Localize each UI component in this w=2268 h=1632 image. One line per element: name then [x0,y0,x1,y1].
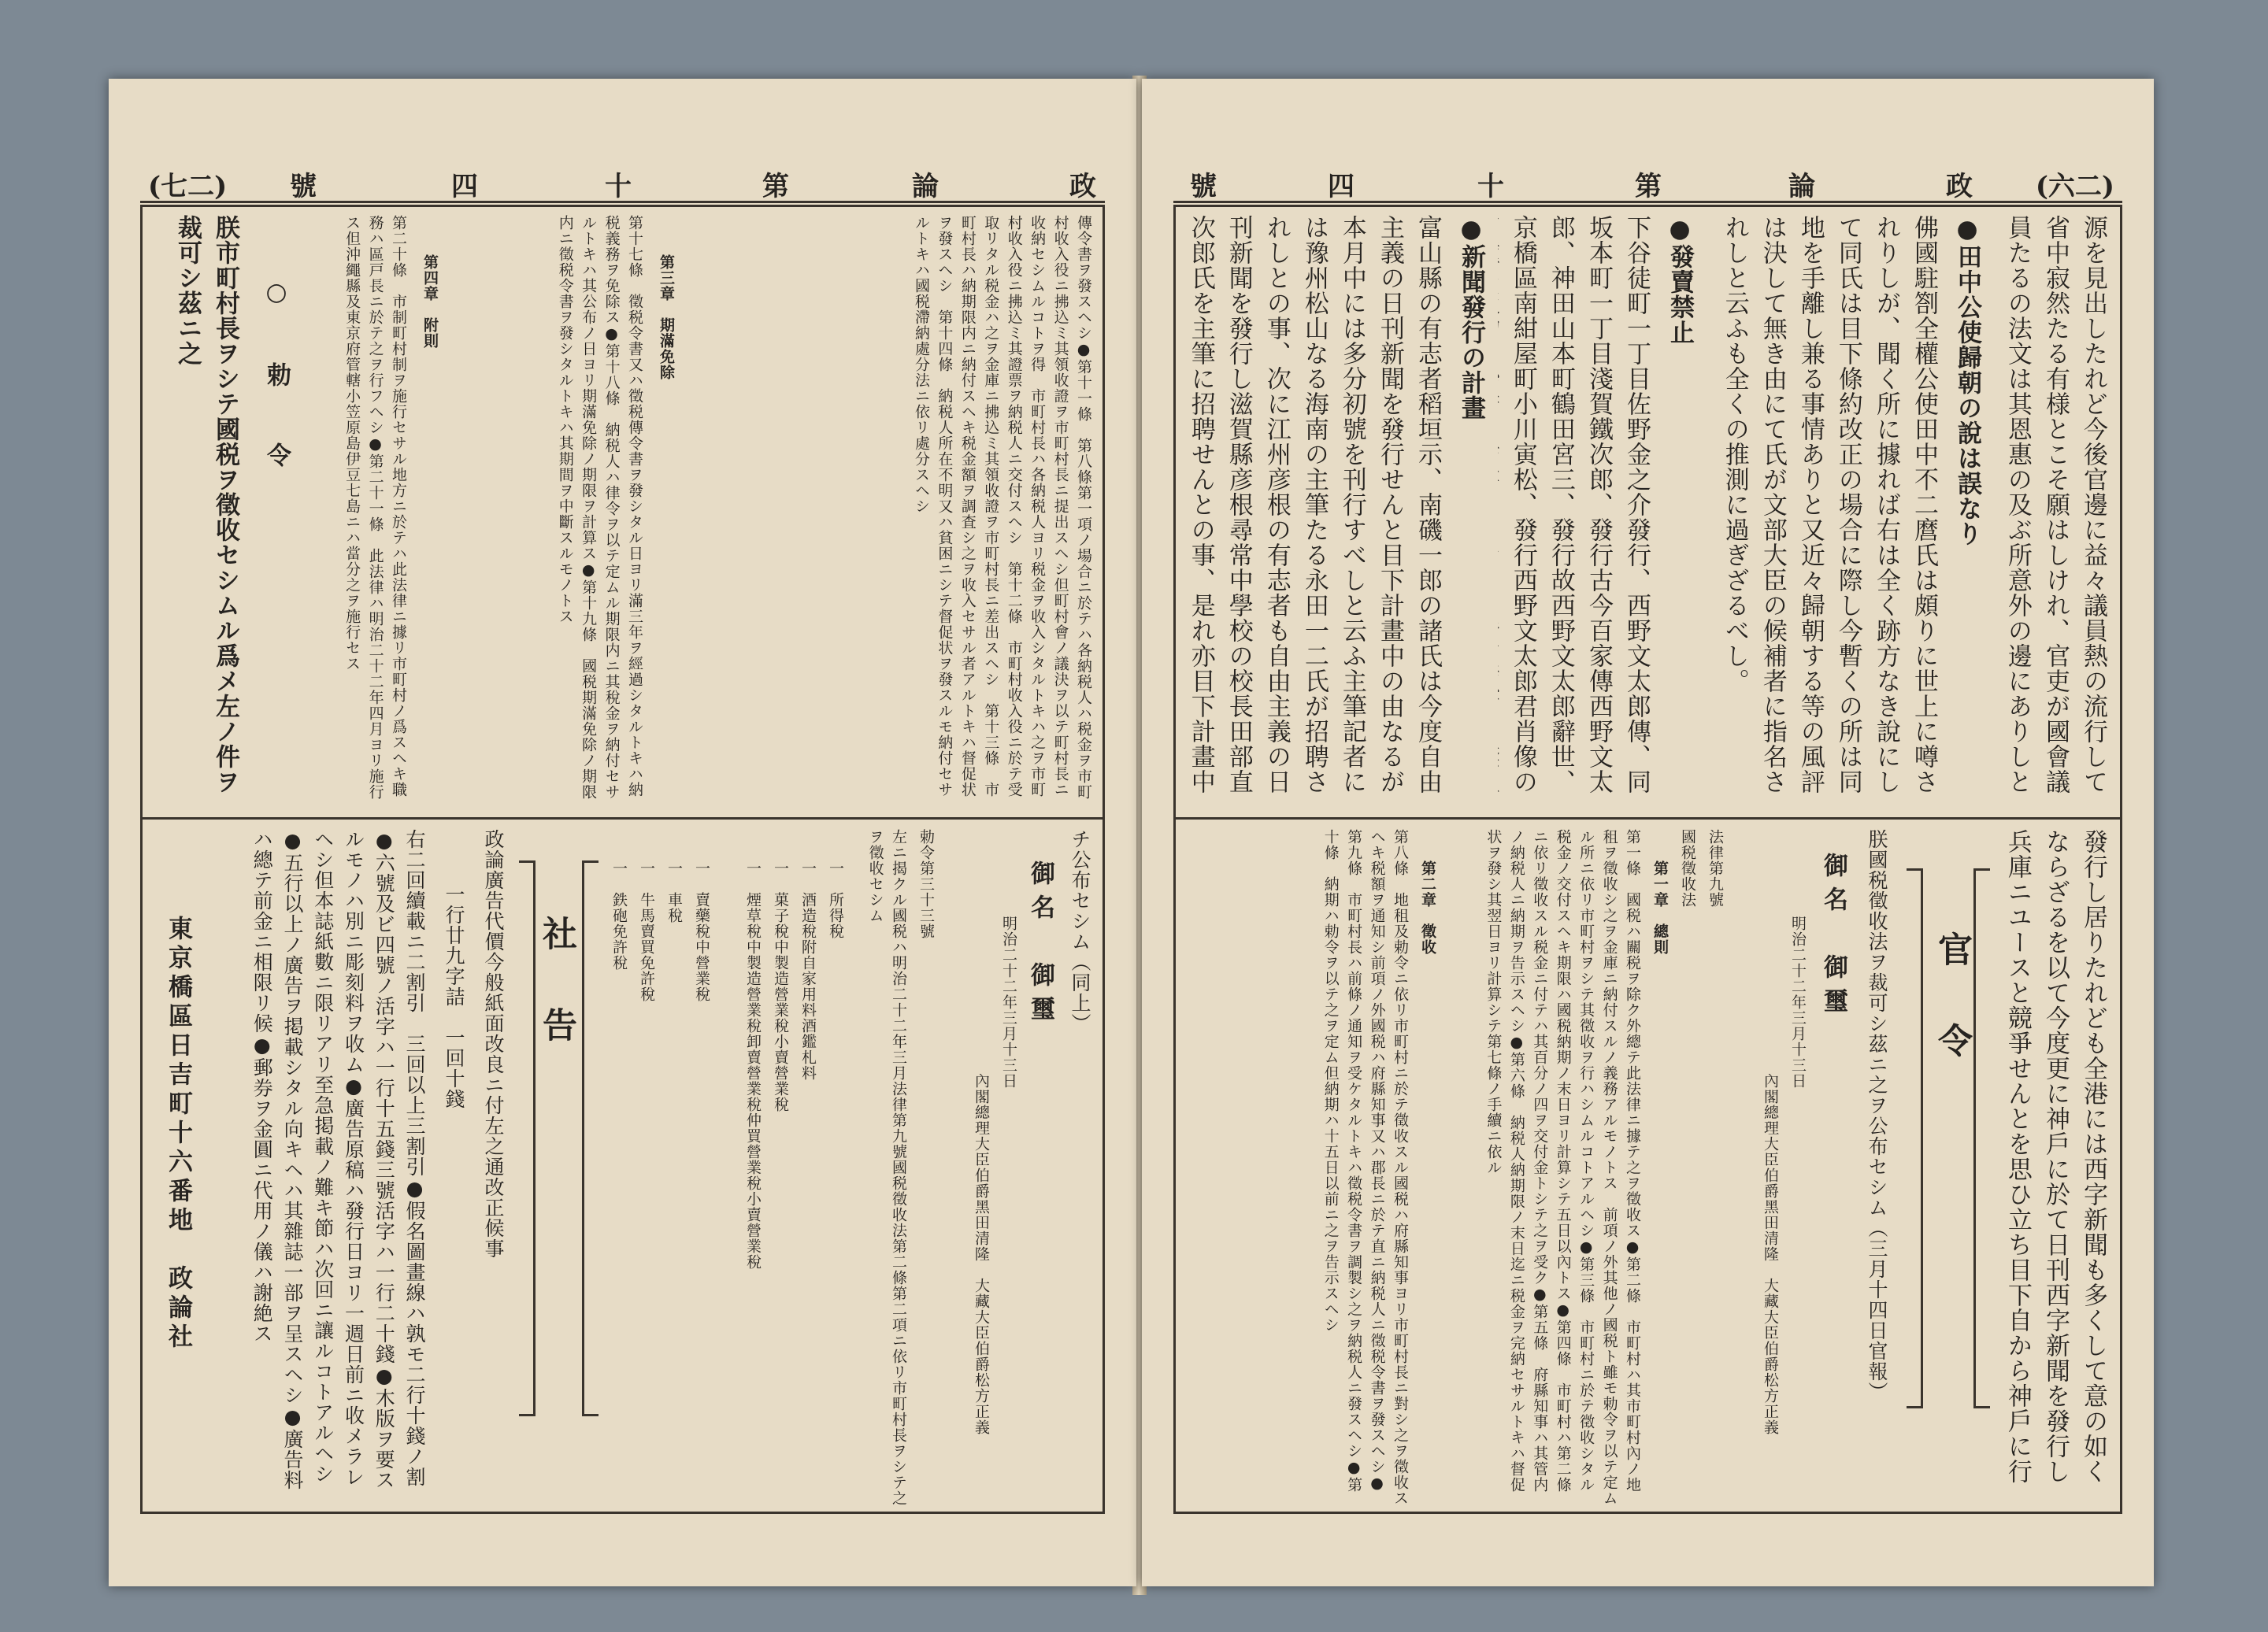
article-title-newspaper: ●新聞發行の計畫 [1457,215,1485,420]
section-divider [143,817,1102,820]
tax-item: 一 酒造稅附自家用料酒鑑札料 [799,860,817,1081]
header-char: 十 [605,171,632,202]
section-divider [1176,817,2120,820]
notice-bracket [519,860,536,1416]
imperial-name-seal: 御名 御璽 [1026,860,1054,1030]
tax-item: 一 菓子稅中製造營業稅小賣營業稅 [772,860,789,1112]
official-notice-label: 官 令 [1932,931,1972,1068]
right-page [1142,79,2154,1586]
article-title-ban: ●發賣禁止 [1666,215,1694,345]
header-char: 第 [1635,171,1662,202]
header-char: 政 [1946,171,1973,202]
notice-title: 政論廣告代價今般紙面改良ニ付左之通改正候事 [482,829,505,1259]
article-text-tanaka: 佛國駐劄全權公使田中不二麿氏は頗りに世上に噂されりしが、聞く所に據れば右は全く跡方なき說にして同氏は目下條約改正の場合に際し今暫くの所は同地を手離し兼る事情ありと又近々歸朝する等の風評は決して無き由にて氏が文部大臣の候補者に指名されしと云ふも全くの推測に過ぎざるべし。 [1720,215,1938,794]
law-number: 法律第九號 [1707,829,1724,908]
header-char: 四 [451,171,478,202]
official-bracket [1907,868,1923,1408]
law-ministers: 內閣總理大臣伯爵黑田清隆 大藏大臣伯爵松方正義 [1762,1073,1779,1435]
left-page-number: (七二) [148,171,228,202]
company-notice-label: 社 告 [536,916,576,1053]
article-text-newspaper: 富山縣の有志者稻垣示、南磯一郎の諸氏は今度自由主義の日刊新聞を發行せんと目下計畫中の由なるが本月中には多分初號を刊行すべしと云ふ主筆記者には豫州松山なる海南の主筆たる永田一二氏が招聘されしとの事、次に江州彦根の有志者も自由主義の日刊新聞を發行し滋賀縣彦根尋常中學校の校長田部直次郎氏を主筆に招聘せんとの事、是れ亦目下計畫中 [1186,215,1442,794]
law-name: 國税徵收法 [1679,829,1696,908]
imperial-name-seal: 御名 御璽 [1819,853,1847,1022]
notice-text: 右二回續載ニ二割引 三回以上三割引●假名圖畫線ハ孰モ二行十錢ノ割●六號及ビ四號ノ活字ハ一行十五錢三號活字ハ一行二十錢●木版ヲ要スルモノハ別ニ彫刻料ヲ收ム●廣告原稿ハ發行日ヨリ一週日前ニ收メラレヘシ但本誌紙數ニ限リアリ至急掲載ノ難キ節ハ次回ニ讓ルコトアルヘシ●五行以上ノ廣告ヲ掲載シタル向キヘハ其雜誌一部ヲ呈スヘシ●廣告料ハ總テ前金ニ相限リ候●郵券ヲ金圓ニ代用ノ儀ハ謝絶ス [250,829,426,1490]
law-body: 第一條 國税ハ關税ヲ除ク外總テ此法律ニ據テ之ヲ徵收ス●第二條 市町村ハ其市町村內ノ地租ヲ徵收シ之ヲ金庫ニ納付スルノ義務アルモノトス 前項ノ外其他ノ國税ト雖モ勅令ヲ以テ定ムル所ニ依リ市町村ヲシテ其徵收ヲ行ハシムルコトアルヘシ●第三條 市町村ニ於テ徵收シタル税金ノ交付スヘキ期限ハ國税納期ノ末日ヨリ計算シテ五日以內トス●第四條 市町村ハ第二條ニ依リ徵收スル税金ニ付テハ其百分ノ四ヲ交付金トシテ之ヲ受ク●第五條 府縣知事ハ其管内ノ納税人ニ納期ヲ告示スヘシ●第六條 納税人納期限ノ末日迄ニ税金ヲ完納セサルトキハ督促状ヲ發シ其翌日ヨリ計算シテ第七條ノ手續ニ依ル [1484,829,1641,1506]
article-intro-text: 源を見出したれど今後官邊に益々議員熱の流行して省中寂然たる有様とこそ願はしけれ、官吏が國會議員たるの法文は其恩惠の及ぶ所意外の邊にありしと [2003,215,2107,794]
law-chapter: 第一章 總則 [1651,860,1669,955]
tax-item: 一 煙草稅中製造營業稅卸賣營業稅仲買營業稅小賣營業稅 [744,860,762,1270]
left-page-header [140,161,1105,203]
law-promulgation-title: 朕國税徵收法ヲ裁可シ茲ニ之ヲ公布セシム（三月十四日官報） [1866,829,1888,1402]
law-chapter: 第二章 徵收 [1419,860,1436,955]
header-char: 號 [290,171,317,202]
article-title-tanaka: ●田中公使歸朝の說は誤なり [1953,215,1981,546]
chapter-heading: 第四章 附則 [421,254,439,349]
chapter-heading: 第三章 期滿免除 [658,254,675,380]
notice-rate: 一行廿九字詰 一回十錢 [443,884,465,1109]
tax-item: 一 賣藥稅中營業稅 [693,860,710,1002]
law-date: 明治二十二年三月十三日 [1789,916,1807,1089]
article-text-ban: 下谷徒町一丁目佐野金之介發行、西野文太郎傳、同坂本町一丁目淺賀鐵次郎、發行古今百家傳西野文太郎、神田山本町鶴田宮三、發行故西野文太郎辭世、京橋區南紺屋町小川寅松、發行西野文太郎君肖像の [1508,215,1651,794]
tax-law-text-continued: 傳令書ヲ發スヘシ●第十一條 第八條第一項ノ場合ニ於テハ各納税人ハ税金ヲ市町村收入役ニ拂込ミ其領收證ヲ市町村長ニ提出スヘシ但町村會ノ議決ヲ以テ町村長ニ收納セシムルコトヲ得 市町村長ハ各納税人ヨリ税金ヲ收入シタルトキハ之ヲ市町村收入役ニ拂込ミ其證票ヲ納税人ニ交付スヘシ 第十二條 市町村收入役ニ於テ受取リタル税金ハ之ヲ金庫ニ拂込ミ其領收證ヲ市町村長ニ差出スヘシ 第十三條 市町村長ハ納期限内ニ納付スヘキ税金額ヲ調査シ之ヲ收入セサル者アルトキハ督促状ヲ發スヘシ 第十四條 納税人所在不明又ハ貧困ニシテ督促状ヲ發スルモ納付セサルトキハ國税滯納處分法ニ依リ處分スヘシ [912,215,1092,800]
edict-ministers: 內閣總理大臣伯爵黑田清隆 大藏大臣伯爵松方正義 [973,1073,990,1435]
edict-promulgation: チ公布セシム（同上） [1069,829,1091,1034]
header-char: 論 [1788,171,1815,202]
header-char: 號 [1190,171,1217,202]
article-text-continued: 發行し居りたれども全港には西字新聞も多くして意の如くならざるを以て今度更に神戶に於て日刊西字新聞を發行し兵庫ニユースと競爭せんとを思ひ立ち目下自から神戶に行 [2003,829,2107,1484]
left-page [109,79,1136,1586]
right-page-header [1173,161,2122,203]
decree-number: 勅令第三十三號 [917,829,935,939]
tax-item: 一 鉄砲免許稅 [610,860,628,971]
header-char: 第 [762,171,789,202]
edict-date: 明治二十二年三月十三日 [1000,916,1017,1089]
edict-label: ○ 勅 令 [262,278,291,483]
decree-body: 左ニ揭クル國税ハ明治二十二年三月法律第九號國税徵收法第二條第二項ニ依リ市町村長ヲシテ之ヲ徵收セシム [866,829,907,1506]
right-page-frame [1173,205,2122,1514]
tax-law-text-section: 第十七條 徵税令書又ハ徵税傳令書ヲ發シタル日ヨリ滿三年ヲ經過シタルトキハ納税義務ヲ免除ス●第十八條 納税人ハ律令ヲ以テ定ムル期限内ニ其稅金ヲ納付セサルトキハ其公布ノ日ヨリ期滿免除ノ期限ヲ計算ス●第十九條 國税期滿免除ノ期限内ニ徵税令書ヲ發シタルトキハ其期間ヲ中斷スルモノトス [556,215,643,800]
left-page-frame [140,205,1105,1514]
official-bracket [1973,868,1990,1408]
tax-item: 一 牛馬賣買免許稅 [638,860,655,1002]
tax-law-text-supplementary: 第二十條 市制町村制ヲ施行セサル地方ニ於テハ此法律ニ據リ市町村ノ爲スヘキ職務ハ區戸長ニ於テ之ヲ行フヘシ●第二十一條 此法律ハ明治二十二年四月ヨリ施行ス但沖繩縣及東京府管轄小笠原島伊豆七島ニハ當分之ヲ施行セス [343,215,407,800]
edict-text: 朕市町村長ヲシテ國税ヲ徵收セシムル爲メ左ノ件ヲ裁可シ茲ニ之 [172,215,239,794]
header-char: 論 [912,171,939,202]
publisher-address: 東京橋區日吉町十六番地 政論社 [164,916,192,1353]
tax-item: 一 車稅 [665,860,683,923]
header-char: 政 [1069,171,1096,202]
header-char: 四 [1328,171,1354,202]
header-char: 十 [1477,171,1504,202]
law-body-collection: 第八條 地租及勅令ニ依リ市町村ニ於テ徵收スル國税ハ府縣知事ヨリ市町村長ニ對シ之ヲ徵收スヘキ税額ヲ通知シ前項ノ外國税ハ府縣知事又ハ郡長ニ於テ直ニ納税人ニ徵税令書ヲ發スヘシ●第九條 市町村長ハ前條ノ通知ヲ受ケタルトキハ徵税令書ヲ調製シ之ヲ納税人ニ發スヘシ●第十條 納期ハ勅令ヲ以テ之ヲ定ム但納期ハ十五日以前ニ之ヲ告示スヘシ [1321,829,1409,1506]
tax-item: 一 所得稅 [827,860,844,939]
notice-bracket [582,860,598,1416]
right-page-number: (六二) [2035,171,2114,202]
